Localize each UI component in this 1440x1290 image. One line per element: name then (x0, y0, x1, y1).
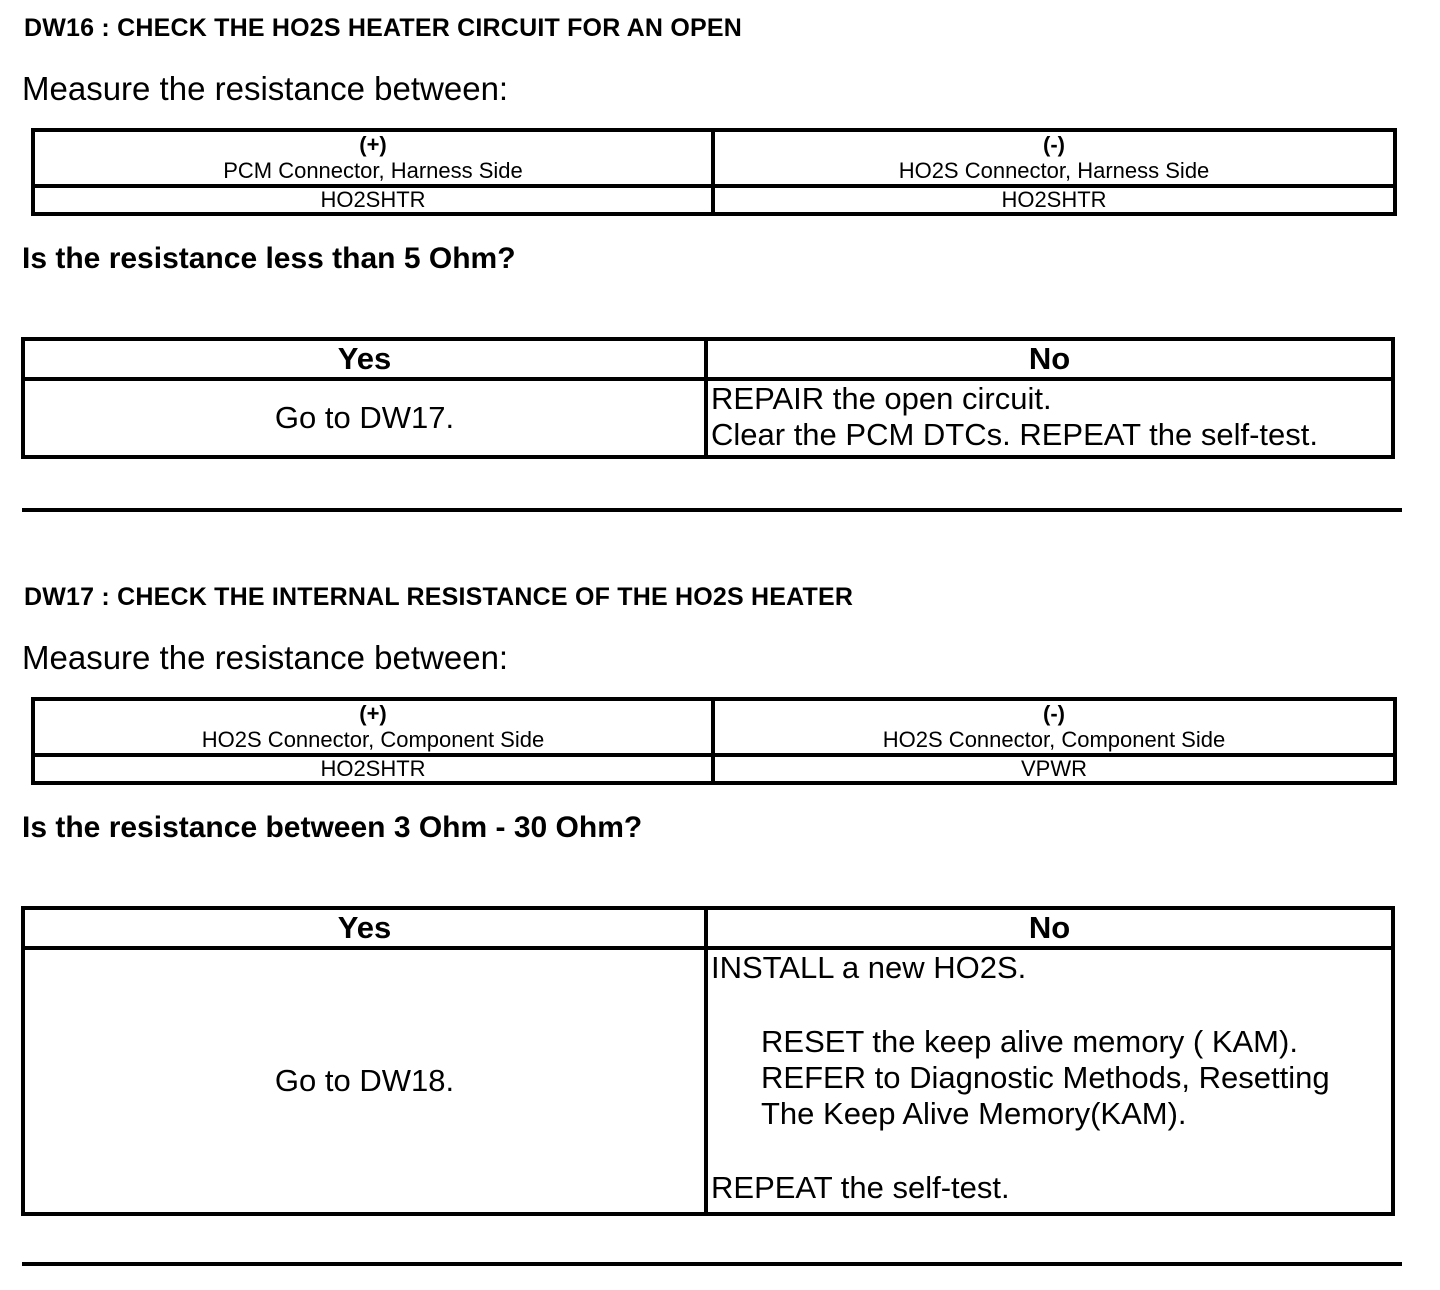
dw17-question: Is the resistance between 3 Ohm - 30 Ohm? (22, 811, 643, 844)
positive-pin: HO2SHTR (33, 186, 713, 214)
negative-pin: VPWR (713, 755, 1395, 783)
positive-pin: HO2SHTR (33, 755, 713, 783)
negative-sign: (-) (1043, 132, 1065, 157)
no-action-line: The Keep Alive Memory(KAM). (761, 1096, 1187, 1131)
positive-sign: (+) (359, 132, 387, 157)
line-spacer (711, 986, 1391, 1024)
dw17-step-title: DW17 : CHECK THE INTERNAL RESISTANCE OF THE HO2S HEATER (24, 583, 854, 611)
decision-action-row (23, 948, 1393, 1214)
negative-connector: HO2S Connector, Component Side (882, 727, 1226, 752)
dw16-measurement-table (31, 128, 1397, 216)
dw17-measurement-table (31, 697, 1397, 785)
yes-header: Yes (23, 908, 706, 948)
positive-connector: HO2S Connector, Component Side (201, 727, 545, 752)
no-action-line: REPEAT the self-test. (711, 1170, 1010, 1205)
yes-action: Go to DW17. (23, 379, 706, 457)
no-action (706, 948, 1393, 1214)
yes-header: Yes (23, 339, 706, 379)
measurement-pin-row (33, 755, 1395, 783)
measurement-header-row (33, 130, 1395, 186)
no-action-line: INSTALL a new HO2S. (711, 950, 1027, 985)
no-header: No (706, 339, 1393, 379)
section-divider (22, 508, 1402, 512)
measurement-header-row (33, 699, 1395, 755)
no-action-line: Clear the PCM DTCs. REPEAT the self-test. (711, 417, 1318, 452)
dw17-measure-label: Measure the resistance between: (22, 639, 509, 676)
section-divider (22, 1262, 1402, 1266)
positive-connector: PCM Connector, Harness Side (223, 158, 523, 183)
decision-header-row (23, 339, 1393, 379)
no-action-line: REPAIR the open circuit. (711, 381, 1052, 416)
no-action (706, 379, 1393, 457)
decision-action-row (23, 379, 1393, 457)
dw16-step-title: DW16 : CHECK THE HO2S HEATER CIRCUIT FOR AN OPEN (24, 14, 742, 42)
no-action-line: REFER to Diagnostic Methods, Resetting (761, 1060, 1330, 1095)
no-action-line: RESET the keep alive memory ( KAM). (761, 1024, 1298, 1059)
negative-probe-cell (713, 699, 1395, 755)
no-header: No (706, 908, 1393, 948)
positive-probe-cell (33, 130, 713, 186)
dw17-decision-table (21, 906, 1395, 1216)
measurement-pin-row (33, 186, 1395, 214)
negative-connector: HO2S Connector, Harness Side (898, 158, 1210, 183)
positive-probe-cell (33, 699, 713, 755)
negative-sign: (-) (1043, 701, 1065, 726)
negative-pin: HO2SHTR (713, 186, 1395, 214)
dw16-decision-table (21, 337, 1395, 459)
decision-header-row (23, 908, 1393, 948)
dw16-measure-label: Measure the resistance between: (22, 70, 509, 107)
line-spacer (711, 1132, 1391, 1170)
dw16-question: Is the resistance less than 5 Ohm? (22, 242, 516, 275)
negative-probe-cell (713, 130, 1395, 186)
yes-action: Go to DW18. (23, 948, 706, 1214)
positive-sign: (+) (359, 701, 387, 726)
